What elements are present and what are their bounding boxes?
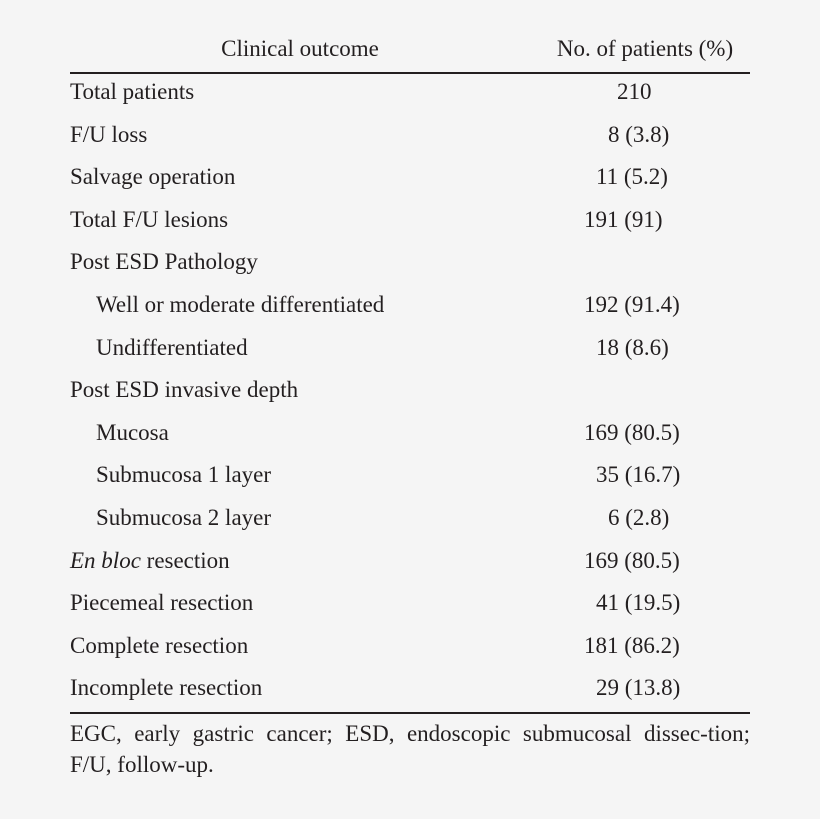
row-label: Well or moderate differentiated: [96, 291, 385, 317]
table-row: [70, 377, 750, 420]
row-label: Piecemeal resection: [70, 590, 254, 616]
row-label: Salvage operation: [70, 164, 236, 190]
table-row: [70, 122, 750, 165]
row-value: 41 (19.5): [596, 590, 681, 616]
row-value: 191 (91): [584, 206, 663, 232]
table-row: [70, 292, 750, 335]
row-value: 8 (3.8): [608, 121, 670, 147]
row-label-rest: resection: [140, 547, 230, 573]
table-row: [70, 249, 750, 292]
row-label: Post ESD Pathology: [70, 249, 258, 275]
row-value: 35 (16.7): [596, 462, 681, 488]
table-header: [70, 36, 750, 70]
row-label: Total F/U lesions: [70, 206, 229, 232]
row-value: 169 (80.5): [584, 419, 680, 445]
row-value: 18 (8.6): [596, 334, 669, 360]
table-row: [70, 164, 750, 207]
table-row: [70, 633, 750, 676]
row-label: Post ESD invasive depth: [70, 377, 299, 403]
row-value: 29 (13.8): [596, 675, 681, 701]
table-row: [70, 420, 750, 463]
row-value: 11 (5.2): [596, 164, 668, 190]
table-row: [70, 335, 750, 378]
row-label: Submucosa 2 layer: [96, 504, 272, 530]
row-value: 6 (2.8): [608, 504, 670, 530]
bottom-rule: [70, 712, 750, 714]
table-row: [70, 590, 750, 633]
row-value: 181 (86.2): [584, 632, 680, 658]
row-value: 192 (91.4): [584, 291, 680, 317]
table-row: [70, 462, 750, 505]
row-label: Complete resection: [70, 632, 249, 658]
row-label: Undifferentiated: [96, 334, 248, 360]
row-label: Total patients: [70, 79, 195, 104]
row-label: [70, 548, 230, 574]
row-value: 210: [617, 79, 652, 104]
header-no-of-patients: No. of patients (%): [556, 36, 734, 61]
footnote: EGC, early gastric cancer; ESD, endoscopic submucosal dissec-tion; F/U, follow-up.: [70, 721, 750, 777]
row-label: Submucosa 1 layer: [96, 462, 272, 488]
row-label: Mucosa: [96, 419, 169, 445]
table-row: [70, 548, 750, 591]
row-value: 169 (80.5): [584, 547, 680, 573]
table-row: [70, 505, 750, 548]
header-rule: [70, 72, 750, 74]
row-label-italic: En bloc: [70, 547, 141, 573]
header-clinical-outcome: Clinical outcome: [221, 36, 379, 61]
table-body: [70, 79, 750, 718]
row-label: Incomplete resection: [70, 675, 263, 701]
table-row: [70, 79, 750, 122]
row-label: F/U loss: [70, 121, 148, 147]
table-row: [70, 207, 750, 250]
